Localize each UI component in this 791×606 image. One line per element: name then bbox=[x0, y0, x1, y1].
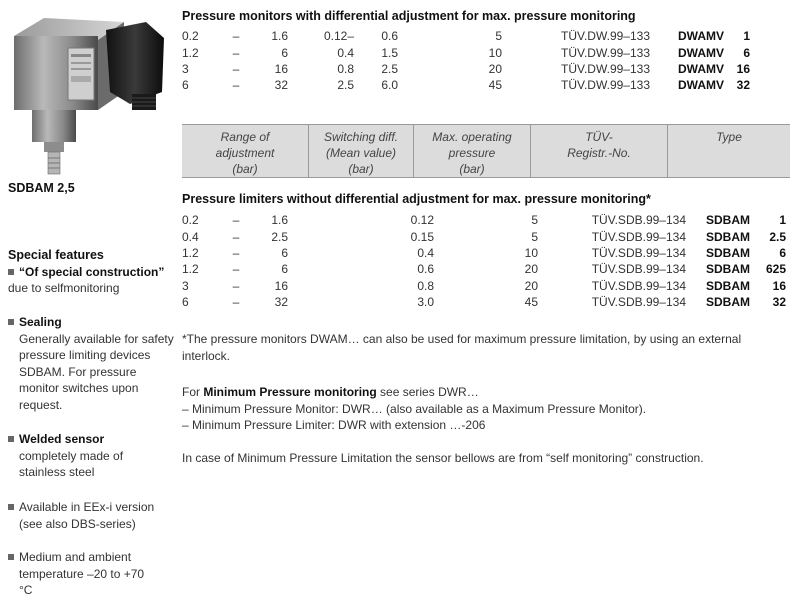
table-cell: SDBAM bbox=[706, 262, 750, 277]
table-row bbox=[182, 212, 786, 228]
monitors-table bbox=[182, 28, 750, 94]
header-tuv: TÜV- Registr.-No. bbox=[567, 130, 631, 160]
table-cell: 1.2 bbox=[182, 262, 199, 277]
table-cell: – bbox=[232, 213, 240, 228]
special-features bbox=[8, 247, 178, 297]
table-cell: – bbox=[232, 295, 240, 310]
table-cell: TÜV.SDB.99–134 bbox=[591, 262, 686, 277]
table-cell: 20 bbox=[524, 278, 538, 293]
bullet-icon bbox=[8, 436, 14, 442]
table-cell: 5 bbox=[531, 213, 538, 228]
table-cell: 0.2 bbox=[182, 213, 199, 228]
feature-welded-sensor: Welded sensor completely made of stainless steel bbox=[8, 431, 178, 481]
table-cell: 16 bbox=[772, 278, 786, 293]
limitation-note: In case of Minimum Pressure Limitation the sensor bellows are from “self monitoring” construction. bbox=[182, 451, 704, 465]
table-cell: 6 bbox=[281, 262, 288, 277]
min-monitoring-block: For Minimum Pressure monitoring see series DWR… – Minimum Pressure Monitor: DWR… (also available as a Maximum Pressure Monitor). – Minimum Pressure Limiter: DWR with extension …-206 bbox=[182, 384, 782, 434]
table-cell: 45 bbox=[524, 295, 538, 310]
table-cell: 0.2 bbox=[182, 29, 199, 44]
bullet-icon bbox=[8, 504, 14, 510]
header-range: Range of adjustment (bar) bbox=[215, 130, 275, 176]
table-cell: – bbox=[232, 245, 240, 260]
table-cell: TÜV.DW.99–133 bbox=[561, 29, 650, 44]
table-cell: 0.4 bbox=[417, 245, 434, 260]
table-cell: 3 bbox=[182, 61, 189, 76]
table-cell: 2.5 bbox=[381, 61, 398, 76]
feature-eex: Available in EEx-i version (see also DBS-series) bbox=[8, 499, 178, 532]
table-cell: 1.2 bbox=[182, 245, 199, 260]
table-cell: TÜV.SDB.99–134 bbox=[591, 213, 686, 228]
footnote: *The pressure monitors DWAM… can also be used for maximum pressure limitation, by using an external interlock. bbox=[182, 332, 742, 363]
table-cell: 0.4 bbox=[182, 229, 199, 244]
table-cell: 16 bbox=[736, 61, 750, 76]
table-header bbox=[182, 124, 790, 178]
table-cell: 16 bbox=[274, 61, 288, 76]
table-cell: 20 bbox=[488, 61, 502, 76]
table-cell: 0.6 bbox=[417, 262, 434, 277]
table-cell: 625 bbox=[765, 262, 786, 277]
table-cell: – bbox=[232, 229, 240, 244]
table-cell: DWAMV bbox=[678, 29, 724, 44]
header-type: Type bbox=[716, 130, 742, 144]
table-cell: TÜV.SDB.99–134 bbox=[591, 278, 686, 293]
product-photo bbox=[6, 8, 176, 178]
table-cell: – bbox=[232, 78, 240, 93]
table-cell: 32 bbox=[772, 295, 786, 310]
table-cell: 20 bbox=[524, 262, 538, 277]
header-diff: Switching diff. (Mean value) (bar) bbox=[323, 130, 399, 176]
table-cell: 1 bbox=[743, 29, 750, 44]
min-monitor-line: – Minimum Pressure Monitor: DWR… (also available as a Maximum Pressure Monitor). bbox=[182, 401, 647, 416]
table-cell: 6 bbox=[182, 295, 189, 310]
table-cell: 45 bbox=[488, 78, 502, 93]
section1-title: Pressure monitors with differential adjustment for max. pressure monitoring bbox=[182, 9, 636, 23]
feature-construction: “Of special construction” due to selfmonitoring bbox=[8, 264, 165, 295]
pressure-switch-image bbox=[6, 8, 176, 178]
table-row bbox=[182, 294, 786, 310]
table-cell: – bbox=[232, 29, 240, 44]
table-cell: – bbox=[232, 45, 240, 60]
table-cell: 0.6 bbox=[381, 29, 398, 44]
table-cell: 16 bbox=[274, 278, 288, 293]
table-cell: TÜV.DW.99–133 bbox=[561, 61, 650, 76]
product-caption: SDBAM 2,5 bbox=[8, 181, 75, 195]
header-max: Max. operating pressure (bar) bbox=[432, 130, 512, 176]
table-cell: SDBAM bbox=[706, 295, 750, 310]
table-cell: 0.4 bbox=[337, 45, 354, 60]
table-cell: TÜV.SDB.99–134 bbox=[591, 295, 686, 310]
table-cell: 6 bbox=[281, 245, 288, 260]
table-row bbox=[182, 28, 750, 44]
bullet-icon bbox=[8, 319, 14, 325]
special-features-heading: Special features bbox=[8, 248, 104, 262]
table-cell: 5 bbox=[495, 29, 502, 44]
table-cell: 0.12– bbox=[323, 29, 354, 44]
table-cell: 2.5 bbox=[769, 229, 786, 244]
table-cell: 0.12 bbox=[410, 213, 434, 228]
section2-title: Pressure limiters without differential adjustment for max. pressure monitoring* bbox=[182, 192, 651, 206]
table-cell: 3 bbox=[182, 278, 189, 293]
table-cell: 5 bbox=[531, 229, 538, 244]
table-cell: 1.6 bbox=[271, 213, 288, 228]
table-cell: 0.8 bbox=[417, 278, 434, 293]
table-cell: TÜV.SDB.99–134 bbox=[591, 245, 686, 260]
table-cell: DWAMV bbox=[678, 45, 724, 60]
min-limiter-line: – Minimum Pressure Limiter: DWR with extension …-206 bbox=[182, 418, 486, 432]
table-cell: 2.5 bbox=[337, 78, 354, 93]
table-cell: 6 bbox=[779, 245, 786, 260]
table-cell: SDBAM bbox=[706, 278, 750, 293]
table-cell: – bbox=[232, 278, 240, 293]
table-row bbox=[182, 44, 750, 60]
table-cell: TÜV.SDB.99–134 bbox=[591, 229, 686, 244]
table-cell: SDBAM bbox=[706, 229, 750, 244]
table-cell: 10 bbox=[524, 245, 538, 260]
feature-temperature: Medium and ambient temperature –20 to +70 °C bbox=[8, 549, 178, 599]
table-cell: 1 bbox=[779, 213, 786, 228]
bullet-icon bbox=[8, 554, 14, 560]
table-row bbox=[182, 245, 786, 261]
table-cell: 0.15 bbox=[410, 229, 434, 244]
table-row bbox=[182, 261, 786, 277]
feature-sealing: Sealing Generally available for safety pressure limiting devices SDBAM. For pressure monitor switches upon request. bbox=[8, 314, 178, 413]
limiters-table bbox=[182, 212, 786, 310]
table-cell: 32 bbox=[736, 78, 750, 93]
table-cell: 1.5 bbox=[381, 45, 398, 60]
table-cell: – bbox=[232, 61, 240, 76]
table-cell: 6 bbox=[743, 45, 750, 60]
table-cell: 6.0 bbox=[381, 78, 398, 93]
table-cell: TÜV.DW.99–133 bbox=[561, 78, 650, 93]
table-cell: 10 bbox=[488, 45, 502, 60]
table-cell: DWAMV bbox=[678, 78, 724, 93]
table-cell: SDBAM bbox=[706, 213, 750, 228]
table-cell: 32 bbox=[274, 78, 288, 93]
table-cell: 6 bbox=[281, 45, 288, 60]
table-row bbox=[182, 77, 750, 93]
table-row bbox=[182, 228, 786, 244]
table-cell: 3.0 bbox=[417, 295, 434, 310]
table-cell: SDBAM bbox=[706, 245, 750, 260]
table-cell: – bbox=[232, 262, 240, 277]
table-cell: 32 bbox=[274, 295, 288, 310]
bullet-icon bbox=[8, 269, 14, 275]
table-cell: TÜV.DW.99–133 bbox=[561, 45, 650, 60]
table-cell: DWAMV bbox=[678, 61, 724, 76]
table-cell: 0.8 bbox=[337, 61, 354, 76]
table-row bbox=[182, 278, 786, 294]
table-cell: 6 bbox=[182, 78, 189, 93]
table-cell: 1.2 bbox=[182, 45, 199, 60]
table-cell: 2.5 bbox=[271, 229, 288, 244]
table-cell: 1.6 bbox=[271, 29, 288, 44]
table-row bbox=[182, 61, 750, 77]
